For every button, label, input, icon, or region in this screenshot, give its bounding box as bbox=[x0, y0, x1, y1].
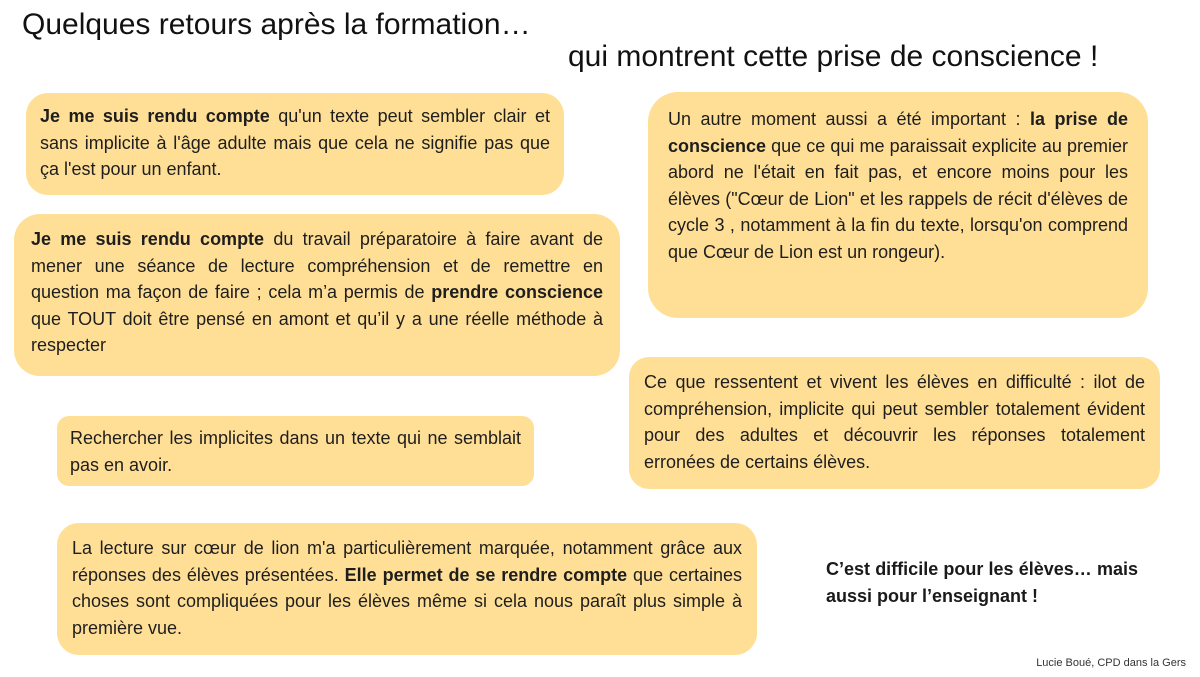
quote-bubble-3 bbox=[57, 416, 534, 486]
quote-bubble-1 bbox=[26, 93, 564, 195]
title-line-2: qui montrent cette prise de conscience ! bbox=[568, 40, 1099, 73]
quote-bubble-4 bbox=[57, 523, 757, 655]
conclusion-text: C’est difficile pour les élèves… mais aussi pour l’enseignant ! bbox=[826, 559, 1138, 606]
quote-2-bold-2: prendre conscience bbox=[431, 282, 603, 302]
quote-bubble-6 bbox=[629, 357, 1160, 489]
quote-bubble-2 bbox=[14, 214, 620, 376]
quote-5-bold: la prise de conscience bbox=[668, 109, 1129, 156]
quote-2-text-2: que TOUT doit être pensé en amont et qu’il y a une réelle méthode à respecter bbox=[31, 308, 603, 355]
quote-5-text-2: que ce qui me paraissait explicite au premier abord ne l'était en fait pas, et encore moins pour les élèves ("Cœur de Lion" et les rappels de récit d'élèves de cycle 3 , notamment à la fin du texte, lorsqu'on comprend que Cœur de Lion est un rongeur). bbox=[668, 135, 1128, 262]
quote-bubble-5 bbox=[648, 92, 1148, 318]
quote-6-text: Ce que ressentent et vivent les élèves en difficulté : ilot de compréhension, implicite qui peut sembler totalement évident pour des adultes et découvrir les réponses totalement erronées de certains élèves. bbox=[644, 372, 1145, 472]
quote-2-bold-1: Je me suis rendu compte bbox=[31, 229, 265, 249]
quote-1-text: qu'un texte peut sembler clair et sans implicite à l'âge adulte mais que cela ne signifie pas que ça l'est pour un enfant. bbox=[40, 106, 550, 179]
quote-3-text: Rechercher les implicites dans un texte qui ne semblait pas en avoir. bbox=[70, 428, 521, 475]
author-credit: Lucie Boué, CPD dans la Gers bbox=[1036, 657, 1186, 669]
quote-4-text-1: La lecture sur cœur de lion m'a particulièrement marquée, notamment grâce aux réponses des élèves présentées. bbox=[72, 538, 742, 585]
quote-4-bold: Elle permet de se rendre compte bbox=[344, 564, 628, 585]
quote-1-bold: Je me suis rendu compte bbox=[40, 106, 270, 126]
quote-4-text-2: que certaines choses sont compliquées pour les élèves même si cela nous paraît plus simple à première vue. bbox=[72, 564, 742, 638]
quote-2-text-1: du travail préparatoire à faire avant de mener une séance de lecture compréhension et de remettre en question ma façon de faire ; cela m’a permis de bbox=[31, 229, 603, 302]
quote-5-text-1: Un autre moment aussi a été important : bbox=[668, 109, 1030, 129]
title-line-1: Quelques retours après la formation… bbox=[22, 8, 531, 41]
